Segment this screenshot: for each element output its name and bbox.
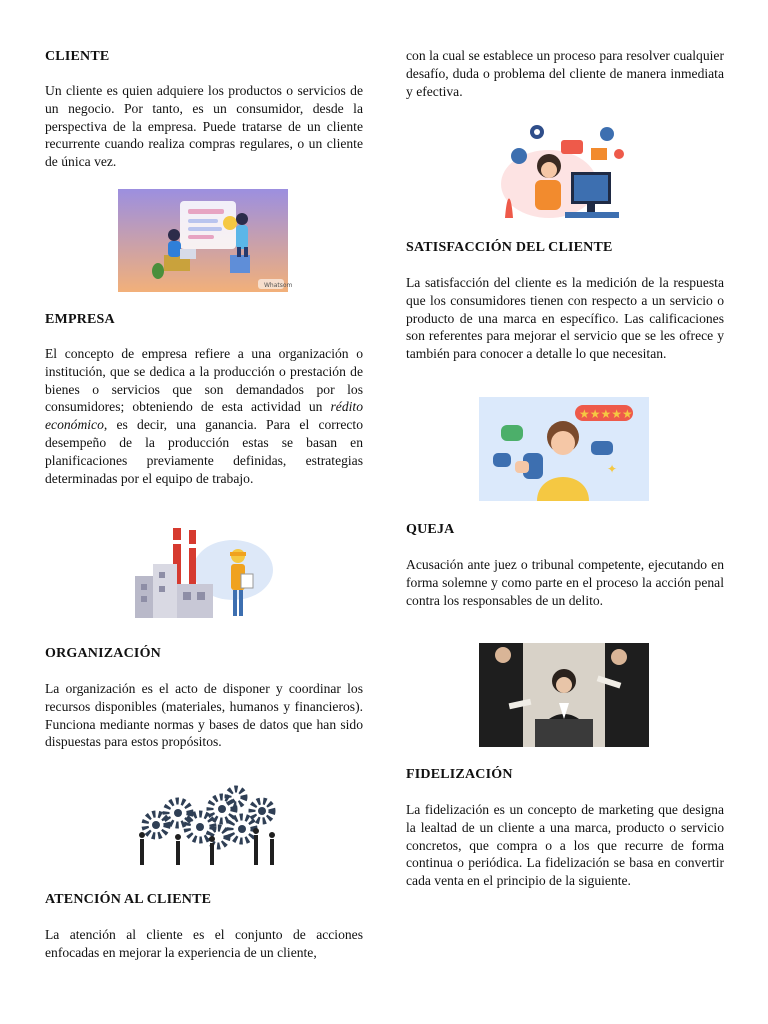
- paragraph-organizacion: La organización es el acto de disponer y coordinar los recursos disponibles (materiales, humanos y financieros). Funciona mediante normas y bases de datos que han sido dispuestas para estos propósitos.: [45, 681, 363, 750]
- section-heading-satisfaccion: SATISFACCIÓN DEL CLIENTE: [406, 240, 613, 255]
- watermark-text: Whatsom: [264, 282, 293, 289]
- section-heading-queja: QUEJA: [406, 522, 455, 537]
- empresa-text-italic: rédito económico: [45, 399, 363, 433]
- paragraph-fidelizacion: La fidelización es un concepto de marketing que designa la lealtad de un cliente a una marca, producto o servicio concretos, que compra o a los que recurre de forma continua o periódica. La fidelización se basa en convertir cada venta en el principio de la siguiente.: [406, 802, 724, 889]
- empresa-text-2: , es decir, una ganancia. Para el correcto desempeño de la producción estas se basan en planificaciones previamente definidas, estrategias determinadas por el equipo de trabajo.: [45, 417, 363, 486]
- section-heading-fidelizacion: FIDELIZACIÓN: [406, 767, 513, 782]
- paragraph-queja: Acusación ante juez o tribunal competente, ejecutando en forma solemne y como parte en el proceso la acción penal contra los responsables de un delito.: [406, 557, 724, 608]
- illustration-industry: [133, 526, 275, 620]
- section-heading-atencion: ATENCIÓN AL CLIENTE: [45, 892, 212, 907]
- svg-text:✦: ✦: [607, 462, 618, 476]
- paragraph-cliente: Un cliente es quien adquiere los productos o servicios de un negocio. Por tanto, es un consumidor, desde la perspectiva de la empresa. Puede tratarse de un cliente recurrente cuando realiza compras regulares, o un cliente de única vez.: [45, 83, 363, 170]
- illustration-cliente: [118, 189, 293, 292]
- paragraph-atencion: La atención al cliente es el conjunto de acciones enfocadas en mejorar la experiencia de un cliente,: [45, 927, 363, 960]
- photo-queja-meeting: [479, 643, 649, 747]
- section-heading-cliente: CLIENTE: [45, 49, 110, 64]
- paragraph-empresa: [45, 345, 363, 487]
- section-heading-empresa: EMPRESA: [45, 312, 115, 327]
- empresa-text-1: El concepto de empresa refiere a una organización o institución, que se dedica a la producción o prestación de bienes o servicios que son demandados por los consumidores; obteniendo de esta actividad un: [45, 346, 363, 415]
- illustration-gears: [118, 769, 288, 871]
- illustration-customer-support: [497, 122, 627, 222]
- paragraph-atencion-continuation: con la cual se establece un proceso para resolver cualquier desafío, duda o problema del cliente de manera inmediata y efectiva.: [406, 48, 724, 99]
- section-heading-organizacion: ORGANIZACIÓN: [45, 646, 161, 661]
- svg-text:★★★★★: ★★★★★: [579, 407, 633, 421]
- paragraph-satisfaccion: La satisfacción del cliente es la medición de la respuesta que los consumidores tienen con respecto a un servicio o producto de una marca en específico. Las calificaciones son referentes para mejorar el servicio que se les ofrece y también para conocer a detalle lo que necesitan.: [406, 275, 724, 362]
- illustration-satisfaction: [479, 397, 649, 501]
